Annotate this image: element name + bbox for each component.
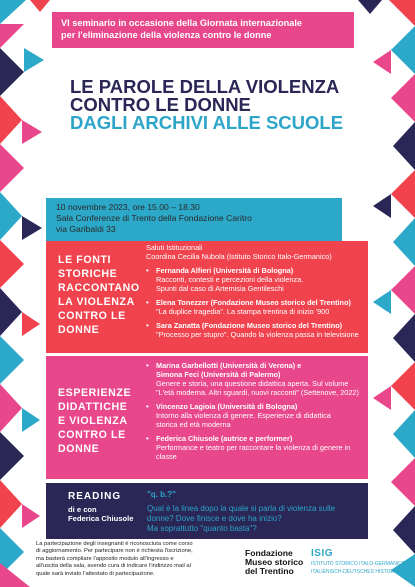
bullet-icon: •: [146, 298, 149, 307]
section1-label-line: STORICHE: [58, 268, 118, 280]
talk-desc: Racconti, contesti e percezioni della violenza.: [156, 275, 304, 284]
logo-line: Museo storico: [245, 557, 304, 567]
section2-label-line: ESPERIENZE: [58, 387, 132, 399]
talk-desc: "L'età moderna. Altri sguardi, nuovi racconti" (Settenove, 2022): [156, 388, 359, 397]
section2-label-line: DIDATTICHE: [58, 401, 128, 413]
talk-desc: "La duplice tragedia". La stampa trentina di inizio '900: [156, 307, 330, 316]
reading-title: READING: [68, 491, 122, 502]
speaker-item: [146, 321, 368, 339]
participation-note: [36, 541, 216, 578]
reading-author: Federica Chiusole: [68, 514, 134, 523]
bullet-icon: •: [146, 434, 149, 443]
note-line: ma basterà compilare l'apposito modulo all'ingresso e: [36, 555, 174, 562]
reading-line: donne? Dove finisce e dove ha inizio?: [147, 514, 282, 523]
event-info: [46, 198, 342, 241]
bullet-icon: •: [146, 321, 149, 330]
note-line: all'uscita della sala, avendo cura di indicare l'indirizzo mail al: [36, 563, 191, 570]
reading-label: [68, 491, 133, 523]
speaker-item: [146, 298, 368, 316]
reading-content: [147, 490, 335, 534]
talk-desc: storica ed età moderna: [156, 420, 231, 429]
reading-by: di e con: [68, 505, 97, 514]
talk-desc: classe: [156, 452, 177, 461]
reading-line: Ma soprattutto "quanto basta"?: [147, 524, 257, 533]
isig-logo: [311, 548, 413, 575]
isig-mark: ISIG: [311, 548, 334, 559]
section2-label: [58, 386, 131, 456]
talk-desc: Spunti dal caso di Artemisia Gentileschi: [156, 284, 284, 293]
note-line: La partecipazione degli insegnanti è riconosciuta come corso: [36, 541, 193, 547]
section1-label-line: RACCONTANO: [58, 282, 140, 294]
speaker-item: [146, 434, 368, 461]
talk-desc: "Processo per stupro". Quando la violenza passa in televisione: [156, 330, 359, 339]
title-line2: CONTRO LE DONNE: [70, 94, 251, 115]
fondazione-museo-logo: [245, 549, 303, 576]
title-line1: LE PAROLE DELLA VIOLENZA: [70, 76, 340, 97]
logo-line: Fondazione: [245, 548, 293, 558]
section-teaching-experiences: [46, 356, 368, 479]
section2-label-line: E VIOLENZA: [58, 415, 128, 427]
isig-text: ITALIENISCH-DEUTSCHES HISTORISCHES: [311, 569, 413, 575]
institutional-greetings: Saluti Istituzionali: [146, 243, 203, 252]
event-venue: Sala Conferenze di Trento della Fondazione Caritro: [56, 213, 252, 223]
event-address: via Garibaldi 33: [56, 224, 116, 234]
speaker-item: [146, 402, 368, 429]
section1-content: [146, 243, 368, 339]
bullet-icon: •: [146, 361, 149, 370]
section1-label-line: LA VIOLENZA: [58, 296, 135, 308]
section1-label-line: DONNE: [58, 324, 100, 336]
section-reading: [46, 483, 368, 539]
section2-content: [146, 356, 368, 461]
speaker-name: Vincenzo Lagioia (Università di Bologna): [156, 402, 298, 411]
speaker-item: [146, 266, 368, 293]
isig-text: ISTITUTO STORICO ITALO-GERMANICO: [311, 561, 406, 567]
bullet-icon: •: [146, 402, 149, 411]
reading-line: Qual è la linea dopo la quale si parla di violenza sulle: [147, 504, 336, 513]
note-line: quale sarà inviato l'attestato di partecipazione.: [36, 570, 155, 577]
event-datetime: 10 novembre 2023, ore 15.00 – 18.30: [56, 202, 200, 212]
speaker-name: Elena Tonezzer (Fondazione Museo storico del Trentino): [156, 298, 351, 307]
speaker-name: Simona Feci (Università di Palermo): [156, 370, 281, 379]
talk-desc: Genere e storia, una questione didattica aperta. Sul volume: [156, 379, 349, 388]
section1-label-line: CONTRO LE: [58, 310, 126, 322]
speaker-name: Federica Chiusole (autrice e performer): [156, 434, 293, 443]
section2-label-line: CONTRO LE: [58, 429, 126, 441]
title-block: [70, 78, 370, 132]
logo-line: del Trentino: [245, 566, 294, 576]
talk-desc: Performance e teatro per raccontare la violenza di genere in: [156, 443, 351, 452]
subtitle: DAGLI ARCHIVI ALLE SCUOLE: [70, 112, 344, 133]
speaker-name: Fernanda Alfieri (Università di Bologna): [156, 266, 294, 275]
seminar-banner-line2: per l'eliminazione della violenza contro le donne: [61, 30, 272, 40]
section2-label-line: DONNE: [58, 443, 100, 455]
seminar-banner: [52, 12, 354, 48]
section1-label-line: LE FONTI: [58, 254, 112, 266]
note-line: di aggiornamento. Per partecipare non è richiesta l'iscrizione,: [36, 548, 193, 555]
reading-quote: "q. b.?": [147, 490, 176, 499]
coordinator: Coordina Cecilia Nubola (Istituto Storico Italo-Germanico): [146, 252, 332, 261]
section-historical-sources: [46, 241, 368, 353]
bullet-icon: •: [146, 266, 149, 275]
talk-desc: Intorno alla violenza di genere. Esperienze di didattica: [156, 411, 331, 420]
section1-label: [58, 253, 140, 337]
speaker-name: Sara Zanatta (Fondazione Museo storico del Trentino): [156, 321, 343, 330]
speaker-name: Marina Garbellotti (Università di Verona) e: [156, 361, 302, 370]
seminar-banner-line1: VI seminario in occasione della Giornata internazionale: [61, 18, 302, 28]
speaker-item: [146, 361, 368, 397]
